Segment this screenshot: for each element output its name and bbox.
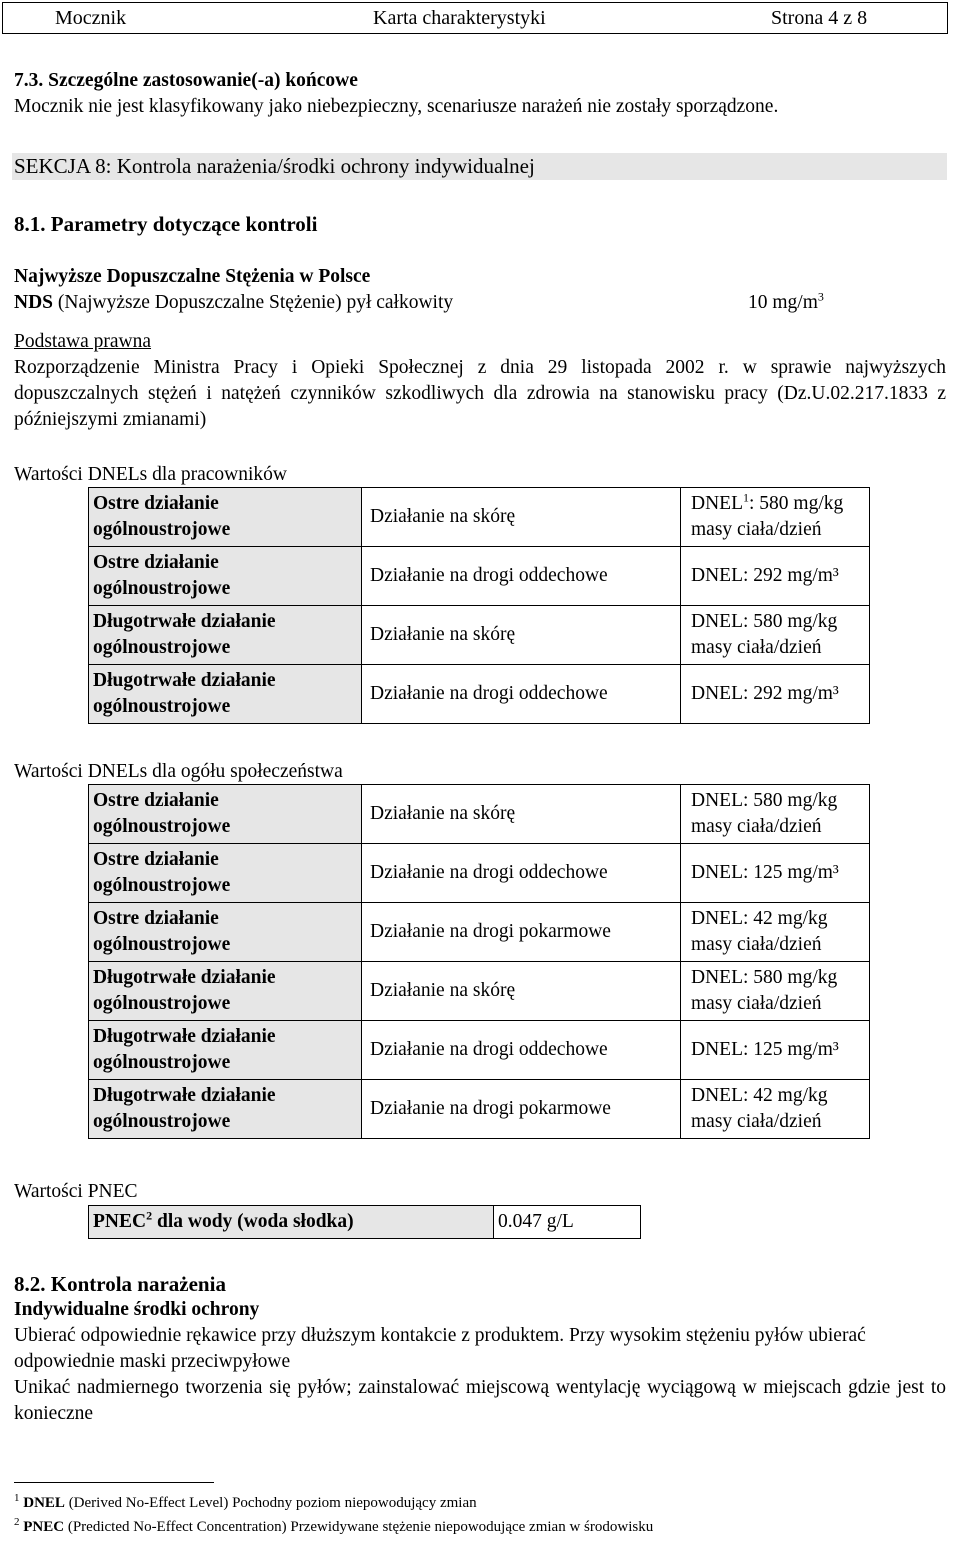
value-cell: DNEL: 292 mg/m³ (681, 665, 870, 724)
dnel-public-table (88, 784, 870, 1139)
footnote-2: $^2$ PNEC (Predicted No-Effect Concentration) Przewidywane stężenie niepowodujące zmian w środowisku (14, 1516, 654, 1535)
effect-cell: Ostre działanie ogólnoustrojowe (89, 785, 362, 844)
header-page-number: Strona 4 z 8 (771, 7, 868, 29)
route-cell: Działanie na skórę (362, 962, 681, 1021)
effect-cell: Długotrwałe działanie ogólnoustrojowe (89, 1080, 362, 1139)
section-7-3-text: Mocznik nie jest klasyfikowany jako niebezpieczny, scenariusze narażeń nie zostały sporządzone. (14, 96, 779, 117)
nds-row (14, 290, 946, 316)
pnec-value-cell: 0.047 g/L (494, 1206, 641, 1239)
footnote-1: $^1$ DNEL (Derived No-Effect Level) Pochodny poziom niepowodujący zmian (14, 1492, 477, 1511)
legal-text: Rozporządzenie Ministra Pracy i Opieki Społecznej z dnia 29 listopada 2002 r. w sprawie najwyższych dopuszczalnych stężeń i natężeń czynników szkodliwych dla zdrowia na stanowisku pracy (Dz.U.02.217.1833 z późniejszymi zmianami) (14, 357, 946, 430)
effect-cell: Długotrwałe działanie ogólnoustrojowe (89, 1021, 362, 1080)
section-7-3-title: 7.3. Szczególne zastosowanie(-a) końcowe (14, 70, 358, 91)
pnec-table (88, 1205, 641, 1239)
value-cell: DNEL: 580 mg/kg masy ciała/dzień (681, 962, 870, 1021)
table-row (89, 1021, 870, 1080)
route-cell: Działanie na skórę (362, 488, 681, 547)
table-row (89, 844, 870, 903)
legal-heading: Podstawa prawna (14, 331, 152, 352)
table-row (89, 962, 870, 1021)
effect-cell: Ostre działanie ogólnoustrojowe (89, 844, 362, 903)
effect-cell: Długotrwałe działanie ogólnoustrojowe (89, 606, 362, 665)
table-row (89, 665, 870, 724)
route-cell: Działanie na drogi oddechowe (362, 1021, 681, 1080)
pnec-title: Wartości PNEC (14, 1181, 138, 1202)
route-cell: Działanie na drogi pokarmowe (362, 1080, 681, 1139)
value-cell: DNEL: 42 mg/kg masy ciała/dzień (681, 903, 870, 962)
effect-cell: Ostre działanie ogólnoustrojowe (89, 488, 362, 547)
protection-text-1: Ubierać odpowiednie rękawice przy dłuższym kontakcie z produktem. Przy wysokim stężeniu pyłów ubierać odpowiednie maski przeciwpyłowe (14, 1325, 866, 1372)
nds-heading: Najwyższe Dopuszczalne Stężenia w Polsce (14, 266, 371, 287)
nds-abbr: NDS (14, 292, 54, 313)
table-row (89, 1080, 870, 1139)
pnec-label-cell: PNEC$^2$ dla wody (woda słodka) (89, 1206, 494, 1239)
route-cell: Działanie na drogi oddechowe (362, 844, 681, 903)
route-cell: Działanie na drogi oddechowe (362, 547, 681, 606)
route-cell: Działanie na skórę (362, 785, 681, 844)
value-cell: DNEL: 292 mg/m³ (681, 547, 870, 606)
section-8-1-title: 8.1. Parametry dotyczące kontroli (14, 212, 318, 236)
protection-text-2: Unikać nadmiernego tworzenia się pyłów; zainstalować miejscową wentylację wyciągową w miejscach gdzie jest to konieczne (14, 1377, 946, 1424)
dnel-public-title: Wartości DNELs dla ogółu społeczeństwa (14, 761, 343, 782)
section-8-title: SEKCJA 8: Kontrola narażenia/środki ochrony indywidualnej (12, 153, 947, 180)
table-row (89, 606, 870, 665)
effect-cell: Ostre działanie ogólnoustrojowe (89, 547, 362, 606)
value-cell: DNEL$^1$: 580 mg/kg masy ciała/dzień (681, 488, 870, 547)
table-row (89, 903, 870, 962)
value-cell: DNEL: 125 mg/m³ (681, 1021, 870, 1080)
footnote-separator (14, 1482, 214, 1483)
value-cell: DNEL: 125 mg/m³ (681, 844, 870, 903)
route-cell: Działanie na drogi pokarmowe (362, 903, 681, 962)
section-8-2-title: 8.2. Kontrola narażenia (14, 1272, 226, 1296)
table-row (89, 488, 870, 547)
nds-value: 10 $mg/m^3$ (748, 289, 824, 313)
route-cell: Działanie na skórę (362, 606, 681, 665)
route-cell: Działanie na drogi oddechowe (362, 665, 681, 724)
effect-cell: Długotrwałe działanie ogólnoustrojowe (89, 665, 362, 724)
value-cell: DNEL: 580 mg/kg masy ciała/dzień (681, 606, 870, 665)
header-product: Mocznik (55, 7, 127, 29)
value-cell: DNEL: 580 mg/kg masy ciała/dzień (681, 785, 870, 844)
effect-cell: Długotrwałe działanie ogólnoustrojowe (89, 962, 362, 1021)
nds-label: (Najwyższe Dopuszczalne Stężenie) pył całkowity (53, 292, 454, 313)
table-row (89, 785, 870, 844)
page-header (2, 2, 948, 34)
protection-heading: Indywidualne środki ochrony (14, 1299, 260, 1320)
effect-cell: Ostre działanie ogólnoustrojowe (89, 903, 362, 962)
value-cell: DNEL: 42 mg/kg masy ciała/dzień (681, 1080, 870, 1139)
table-row (89, 1206, 641, 1239)
dnel-workers-table (88, 487, 870, 724)
table-row (89, 547, 870, 606)
header-doc-title: Karta charakterystyki (373, 7, 546, 29)
dnel-workers-title: Wartości DNELs dla pracowników (14, 464, 287, 485)
